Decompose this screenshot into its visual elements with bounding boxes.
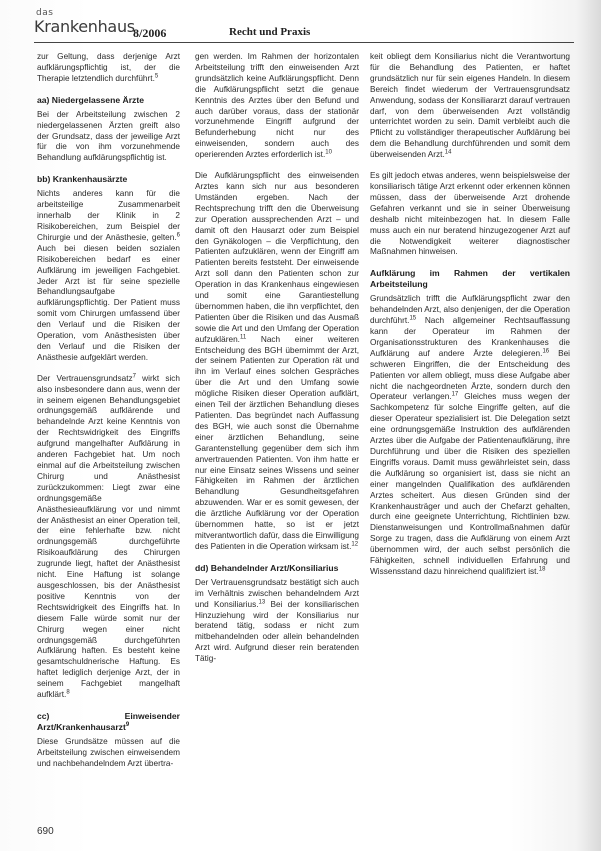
paragraph: Der Vertrauensgrundsatz bestätigt sich auch im Verhältnis zwischen behandelndem Arzt und Konsiliarius.$^{13}$ Bei der konsiliarischen Hinzuziehung wird der Konsiliarius nur beratend tätig, sodass er nicht zum mitbehandelnden oder allein behandelnden Arzt wird. Aufgrund dieser rein beratenden Tätig- xyxy=(195,577,359,664)
footnote-ref: 15 xyxy=(409,315,417,322)
text-column-2 xyxy=(195,52,359,675)
section-heading-vertical: Aufklärung im Rahmen der vertikalen Arbeitsteilung xyxy=(370,268,570,290)
subheading-aa: aa) Niedergelassene Ärzte xyxy=(37,94,144,105)
logo-small-text: das xyxy=(36,8,54,18)
footnote-ref: 16 xyxy=(542,348,550,355)
page-header xyxy=(34,8,574,43)
issue-number: 8/2006 xyxy=(133,26,167,40)
page-number: 690 xyxy=(37,826,54,837)
journal-logo xyxy=(34,8,135,38)
footnote-ref: 7 xyxy=(132,373,136,379)
paragraph: Es gilt jedoch etwas anderes, wenn beispielsweise der konsiliarisch tätige Arzt erkennt oder erkennen können müssen, dass der überweisende Arzt drohende Gefahren verkannt und sie in seiner Überweisung deshalb nicht miteinbezogen hat. In diesem Falle muss auch ein nur beratend hinzugezogener Arzt auf die Notwendigkeit weiterer diagnostischer Maßnahmen hinweisen. xyxy=(370,171,570,257)
footnote-ref: 9 xyxy=(125,722,130,729)
footnote-ref: 14 xyxy=(444,149,452,156)
logo-main-text: Krankenhaus xyxy=(34,17,135,36)
footnote-ref: 10 xyxy=(325,149,332,156)
text-column-3 xyxy=(370,52,570,588)
subheading-bb: bb) Krankenhausärzte xyxy=(37,174,128,185)
paragraph: Diese Grundsätze müssen auf die Arbeitsteilung zwischen einweisendem und nachbehandelndem Arzt übertra- xyxy=(37,736,180,768)
footnote-ref: 5 xyxy=(154,73,159,80)
text-column-1 xyxy=(37,52,180,780)
footnote-ref: 11 xyxy=(239,333,247,340)
footnote-ref: 18 xyxy=(538,566,546,573)
paragraph: Nichts anderes kann für die arbeitsteilige Zusammenarbeit innerhalb der Klinik in 2 Risikobereichen, zum Beispiel der Chirurgie und der Anästhesie, gelten.$^6$ Auch bei diesen beiden sozialen Risikobereichen bedarf es einer Aufklärung im jeweiligen Fachgebiet. Jeder Arzt ist für seine spezielle Behandlungsaufgabe aufklärungspflichtig. Der Patient muss somit vom Chirurgen umfassend über den Verlauf und die Risiken der Operation, vom Anästhesisten über den Verlauf und die Risiken der Anästhesie aufgeklärt werden. xyxy=(37,189,180,362)
paragraph: keit obliegt dem Konsiliarius nicht die Verantwortung für die Behandlung des Patienten, er haftet grundsätzlich nur für sein eigenes Handeln. In diesem Bereich findet wiederum der Vertrauensgrundsatz Anwendung, sodass der Konsiliararzt darauf vertrauen darf, von dem überweisenden Arzt vollständig unterrichtet worden zu sein. Damit verbleibt auch die Pflicht zu vollständiger therapeutischer Aufklärung bei dem die Behandlung durchführenden und somit dem überweisenden Arzt.$^{14}$ xyxy=(370,52,570,160)
paragraph: gen werden. Im Rahmen der horizontalen Arbeitsteilung trifft den einweisenden Arzt grundsätzlich keine Aufklärungspflicht. Denn die Aufklärungspflicht setzt die genaue Kenntnis des Arztes über den Befund und auch darüber voraus, dass der stationär vorzunehmende Eingriff aufgrund der Befunderhebung nicht nur des einweisenden, sondern auch des operierenden Arztes erforderlich ist.$^{10}$ xyxy=(195,52,359,160)
footnote-ref: 6 xyxy=(176,232,180,239)
paragraph: zur Geltung, dass derjenige Arzt aufklärungspflichtig ist, der die Therapie letztendlich durchführt.$^5$ xyxy=(37,52,180,83)
footnote-ref: 8 xyxy=(66,689,70,696)
subheading-dd: dd) Behandelnder Arzt/Konsiliarius xyxy=(195,562,339,573)
footnote-ref: 12 xyxy=(351,541,359,548)
paragraph: Der Vertrauensgrundsatz$^7$ wirkt sich also insbesondere dann aus, wenn der in seinem eigenen Behandlungsgebiet ordnungsgemäß aufklärende und behandelnde Arzt keine Kenntnis von der Rechtswidrigkeit des Eingriffs aufgrund mangelhafter Aufklärung in anderen Fachgebiet hat. Um noch einmal auf die Arbeitsteilung zwischen Chirurg und Anästhesist zurückzukommen: Liegt zwar eine ordnungsgemäße Anästhesieaufklärung vor und nimmt der Anästhesist an einer Operation teil, der eine fehlerhafte bzw. nicht ordnungsgemäß durchgeführte Risikoaufklärung des Chirurgen zugrunde liegt, haftet der Anästhesist nicht. Eine Haftung ist solange ausgeschlossen, bis der Anästhesist positive Kenntnis von der Rechtswidrigkeit des Eingriffs hat. In diesem Falle würde somit nur der Chirurg wegen einer nicht ordnungsgemäß durchgeführten Aufklärung haften. Es besteht keine gesamtschuldnerische Haftung. Es haftet lediglich derjenige Arzt, der in seinem Fachgebiet mangelhaft aufklärt.$^8$ xyxy=(37,373,180,700)
paragraph: Bei der Arbeitsteilung zwischen 2 niedergelassenen Ärzten greift also der Grundsatz, dass der jeweilige Arzt für die von ihm vorzunehmende Behandlung aufklärungspflichtig ist. xyxy=(37,109,180,163)
section-title: Recht und Praxis xyxy=(229,26,311,38)
paragraph: Grundsätzlich trifft die Aufklärungspflicht zwar den behandelnden Arzt, also denjenigen, der die Operation durchführt.$^{15}$ Nach allgemeiner Rechtsauffassung kann der Operateur im Rahmen der Organisationsstrukturen des Krankenhauses die Aufklärung auf andere Ärzte delegieren.$^{16}$ Bei schweren Eingriffen, die der Entscheidung des Patienten vor allem obliegt, muss diese Aufgabe aber nicht die nachgeordneten Ärzte, sondern durch den Operateur verlangen.$^{17}$ Gleiches muss wegen der Sachkompetenz für solche Eingriffe gelten, auf die dieser Operateur spezialisiert ist. Die Delegation setzt eine ordnungsgemäße Instruktion des aufklärenden Arztes über die Aufgabe der Patientenaufklärung, ihre Durchführung und über die Risiken des speziellen Eingriffs voraus. Damit muss gewährleistet sein, dass die Aufklärung so organisiert ist, dass sie nicht an einer mangelnden Qualifikation des aufklärenden Arztes scheitert. Aus diesen Gründen sind der Krankenhausträger und auch der Chefarzt gehalten, durch eine geeignete Unterrichtung, Richtlinien bzw. Dienstanweisungen und Kontrollmaßnahmen dafür Sorge zu tragen, dass die Aufklärung von einem Arzt übernommen wird, der auch selbst persönlich die Fähigkeiten, schnell individuellen Erfahrung und Wissensstand dazu hinreichend qualifiziert ist.$^{18}$ xyxy=(370,294,570,576)
paragraph: Die Aufklärungspflicht des einweisenden Arztes kann sich nur aus besonderen Umständen ergeben. Nach der Rechtsprechung trifft den die Überweisung zur Operation aussprechenden Arzt – und damit oft den Hausarzt oder zum Beispiel den Gynäkologen – die Verpflichtung, den Patienten aufzuklären, wenn der Eingriff am Patienten bereits feststeht. Der einweisende Arzt soll dann den Patienten schon zur Operation in das Krankenhaus eingewiesen und somit eine Garantiestellung übernommen haben, die ihn verpflichtet, den Patienten über die Risiken und das Ausmaß sowie die Art und den Umfang der Operation aufzuklären.$^{11}$ Nach einer weiteren Entscheidung des BGH übernimmt der Arzt, der seinem Patienten zur Operation rät und ihn im Verlauf eines solchen Gespräches über die Art und den Umfang sowie mögliche Risiken dieser Operation aufklärt, einen Teil der ärztlichen Behandlung dieses Patienten. Das begründet nach Auffassung des BGH, wie auch sonst die Übernahme einer ärztlichen Behandlung, seine Garantenstellung gegenüber dem sich ihm anvertrauenden Patienten. Von ihm hatte er nur eine Einsatz seines Wissens und seiner Fähigkeiten im Rahmen der ärztlichen Behandlung Gesundheitsgefahren abzuwenden. War er es somit gewesen, der die ärztliche Aufklärung vor der Operation übernommen hatte, so ist er jetzt mitverantwortlich dafür, dass die Einwilligung des Patienten in die Operation wirksam ist.$^{12}$ xyxy=(195,171,359,551)
footnote-ref: 17 xyxy=(451,391,459,398)
subheading-cc: cc) Einweisender Arzt/Krankenhausarzt$^9$ xyxy=(37,710,180,732)
footnote-ref: 13 xyxy=(258,598,266,605)
